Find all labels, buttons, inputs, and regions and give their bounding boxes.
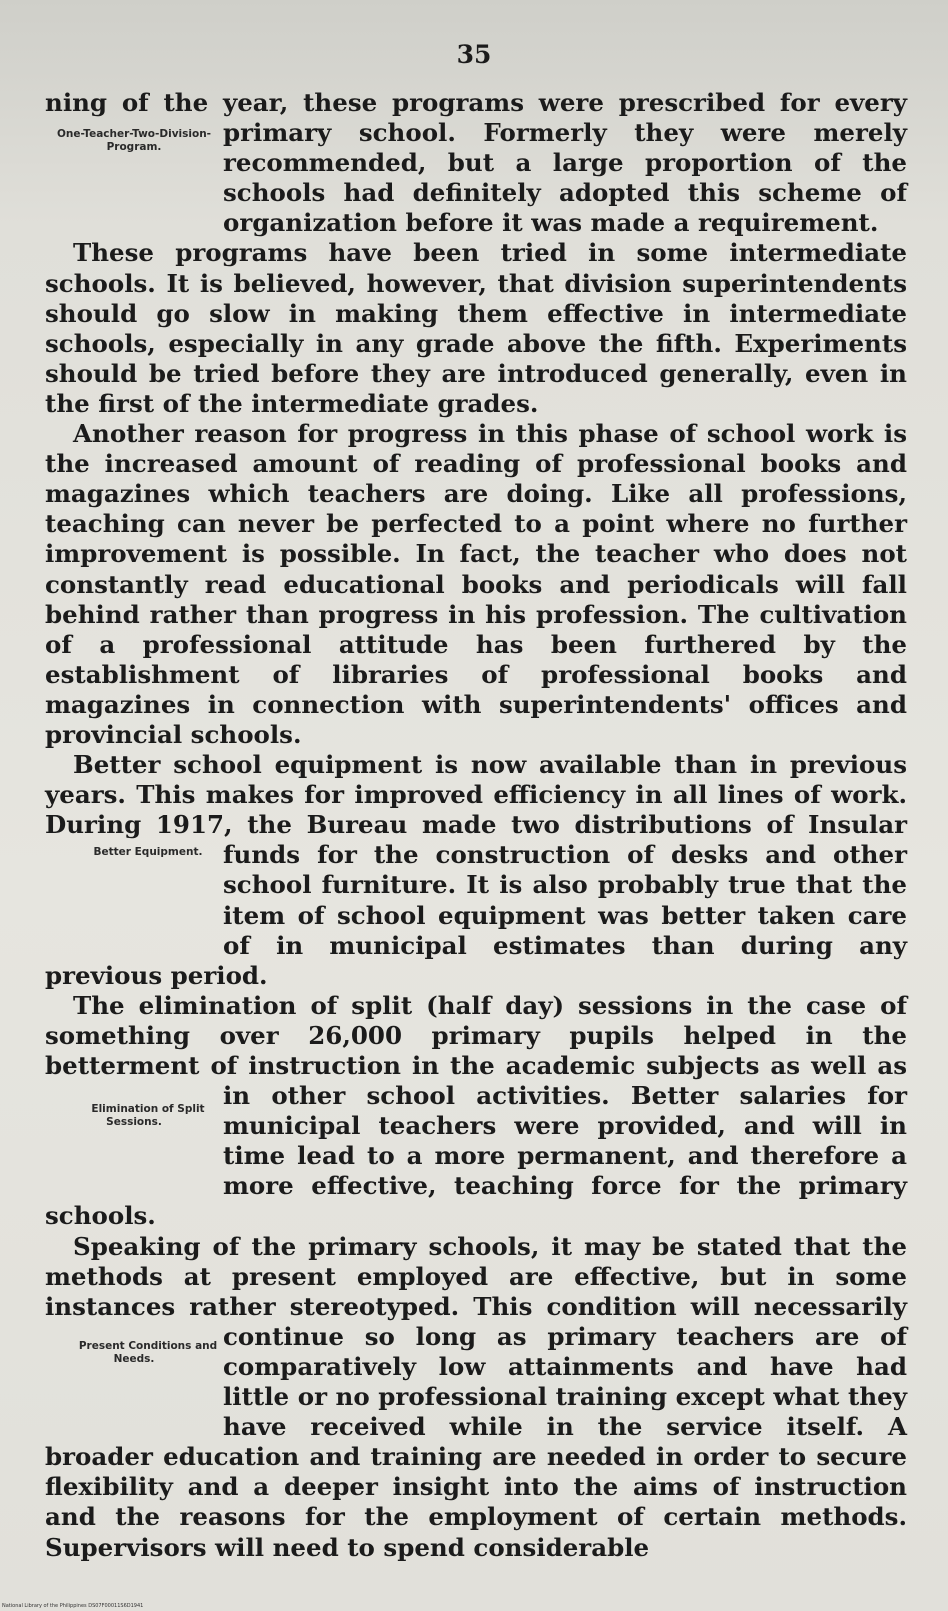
body-text [45,88,907,1563]
paragraph-6-lead: Speaking of the primary schools, it may be stated that the methods at present employed are effective, but in some instances rather stereotyped. This condition will necessarily continue [45,1231,907,1351]
paragraph-6 [45,1232,907,1563]
paragraph-1-rest: primary school. Formerly they were merely recommended, but a large proportion of the schools had definitely adopted this scheme of organization before it was made a requirement. [223,118,907,238]
paragraph-3: Another reason for progress in this phase of school work is the increased amount of reading of professional books and magazines which teachers are doing. Like all professions, teaching can never be perfected to a point where no further improvement is possible. In fact, the teacher who does not constantly read educational books and periodicals will fall behind rather than progress in his profession. The cultivation of a professional attitude has been furthered by the establishment of libraries of professional books and magazines in connection with superintendents' offices and provincial schools. [45,419,907,749]
paragraph-4-rest: funds for the construction of desks and other school furniture. It is also probably true that the item of school equipment was better taken care of in municipal estimates than during any previous period. [45,840,907,990]
paragraph-4 [45,750,907,991]
sidenote-present-conditions: Present Conditions and Needs. [78,1339,218,1365]
paragraph-2: These programs have been tried in some intermediate schools. It is believed, however, that division superintendents should go slow in making them effective in intermediate schools, especially in any grade above the fifth. Experiments should be tried before they are introduced generally, even in the first of the intermediate grades. [45,238,907,418]
paragraph-5 [45,991,907,1232]
sidenote-better-equipment: Better Equipment. [93,846,203,859]
paragraph-5-lead: The elimination of split (half day) sessions in the case of something over 26,000 primary pupils helped in the betterment of instruction in the academic subjects as well as [45,990,907,1080]
sidenote-one-teacher-program: One-Teacher-Two-Division-Program. [56,128,212,154]
scan-footer: National Library of the Philippines DS07F00011S6D1941 [2,1603,144,1609]
paragraph-4-lead: Better school equipment is now available than in previous years. This makes for improved efficiency in all lines of work. During 1917, the Bureau made two distributions of Insular [45,750,907,840]
paragraph-6-rest: so long as primary teachers are of comparatively low attainments and have had little or no professional training except what they have received while in the service itself. A broader education and training are needed in order to secure flexibility and a deeper insight into the aims of instruction and the reasons for the employment of certain methods. Supervisors will need to spend considerable [45,1321,907,1562]
sidenote-split-sessions: Elimination of Split Sessions. [91,1103,205,1129]
page-number: 35 [456,40,492,69]
paragraph-1 [45,88,907,238]
paragraph-1-lead: ning of the year, these programs were prescribed for every [45,88,907,117]
paragraph-5-rest: in other school activities. Better salaries for municipal teachers were provided, and will in time lead to a more permanent, and therefore a more effective, teaching force for the primary schools. [45,1081,907,1231]
